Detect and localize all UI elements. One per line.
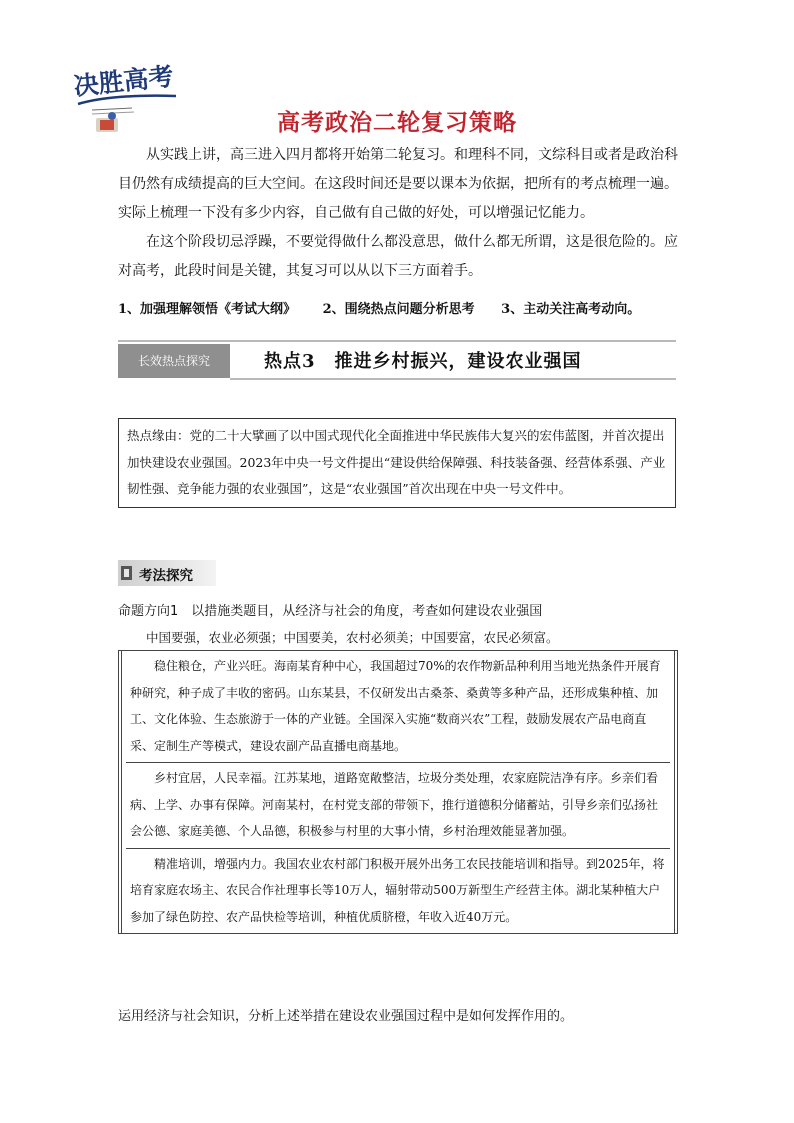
case-material-inner [121,651,675,933]
section-header [118,560,216,586]
case-paragraph: 精准培训，增强内力。我国农业农村部门积极开展外出务工农民技能培训和指导。到2025年，将培育家庭农场主、农民合作社理事长等10万人，辐射带动500万新型生产经营主体。湖北某种植大户参加了绿色防控、农产品快检等培训，种植优质脐橙，年收入近40万元。 [130,856,665,924]
hot-reason-box: 热点缘由：党的二十大擘画了以中国式现代化全面推进中华民族伟大复兴的宏伟蓝图，并首次提出加快建设农业强国。2023年中央一号文件提出“建设供给保障强、科技装备强、经营体系强、产业韧性强、竞争能力强的农业强国”，这是“农业强国”首次出现在中央一号文件中。 [118,418,676,508]
question-direction: 命题方向1 以措施类题目，从经济与社会的角度，考查如何建设农业强国 [118,604,543,619]
page-title: 高考政治二轮复习策略 [277,110,517,136]
key-point-1: 1、加强理解领悟《考试大纲》 [118,302,297,317]
motto-line: 中国要强，农业必须强；中国要美，农村必须美；中国要富，农民必须富。 [146,630,559,645]
intro-paragraph-2: 在这个阶段切忌浮躁，不要觉得做什么都没意思，做什么都无所谓，这是很危险的。应对高考，此段时间是关键，其复习可以从以下三方面着手。 [118,234,678,279]
banner-rule-bottom [230,378,676,380]
case-material-box [118,650,678,934]
key-point-3: 3、主动关注高考动向。 [501,302,641,317]
hotspot-title: 热点3 推进乡村振兴，建设农业强国 [264,351,582,372]
banner-rule-top [118,340,676,342]
key-points [118,298,688,317]
intro-paragraph-1: 从实践上讲，高三进入四月都将开始第二轮复习。和理科不同，文综科目或者是政治科目仍然有成绩提高的巨大空间。在这段时间还是要以课本为依据，把所有的考点梳理一遍。实际上梳理一下没有多少内容，自己做有自己做的好处，可以增强记忆能力。 [118,147,678,221]
case-paragraph: 稳住粮仓，产业兴旺。海南某育种中心，我国超过70%的农作物新品种利用当地光热条件开展育种研究，种子成了丰收的密码。山东某县，不仅研发出古桑茶、桑黄等多种产品，还形成集种植、加工、文化体验、生态旅游于一体的产业链。全国深入实施“数商兴农”工程，鼓励发展农产品电商直采、定制生产等模式，建设农副产品直播电商基地。 [126,651,670,763]
section-icon-inner [124,569,129,577]
logo-text: 决胜高考 [72,61,175,101]
key-point-2: 2、围绕热点问题分析思考 [322,302,475,317]
section-title: 考法探究 [139,568,193,584]
hotspot-banner [118,340,676,380]
case-paragraph: 乡村宜居，人民幸福。江苏某地，道路宽敞整洁，垃圾分类处理，农家庭院洁净有序。乡亲们看病、上学、办事有保障。河南某村，在村党支部的带领下，推行道德积分储蓄站，引导乡亲们弘扬社会公德、家庭美德、个人品德，积极参与村里的大事小情，乡村治理效能显著加强。 [126,763,670,849]
banner-tag: 长效热点探究 [118,344,230,378]
question-prompt: 运用经济与社会知识，分析上述举措在建设农业强国过程中是如何发挥作用的。 [118,1009,574,1024]
